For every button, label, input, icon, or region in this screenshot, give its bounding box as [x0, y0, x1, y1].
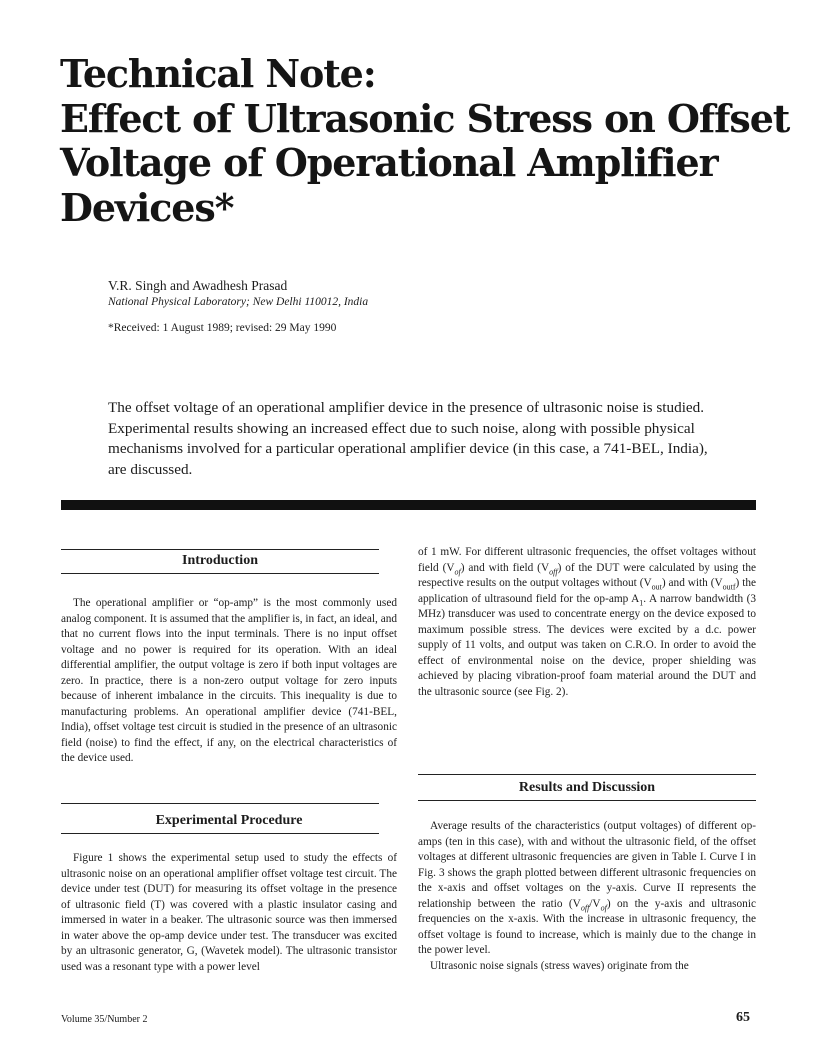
results-heading: Results and Discussion — [518, 780, 656, 795]
affiliation: National Physical Laboratory; New Delhi 110012, India — [108, 296, 369, 308]
paragraph: Average results of the characteristics (output voltages) of different op-amps (ten in this case), with and without the ultrasonic field, of the offset voltages at different ultrasonic frequencies are given in Table I. Curve I in Fig. 3 shows the graph plotted between different ultrasonic frequencies on the x-axis and offset voltages on the y-axis. Curve II represents the relationship between the ratio $(V_{off}/V_{of})$ on the y-axis and ultrasonic frequencies on the x-axis. With the increase in ultrasonic frequency, the offset voltage is found to increase, which is mainly due to the change in the power level. — [418, 820, 756, 956]
received-date: *Received: 1 August 1989; revised: 29 May 1990 — [108, 322, 337, 334]
heading-rule — [418, 800, 756, 801]
paragraph: The operational amplifier or “op-amp” is the most commonly used analog component. It is assumed that the amplifier is, in fact, an ideal, and that no current flows into the input terminals. There is no input offset voltage and no power is required for its operation. With an ideal differential amplifier, the output voltage is zero if both input voltages are zero. In practice, there is a non-zero output voltage for zero inputs because of inherent imbalance in the circuits. This inequality is due to manufacturing problems. An operational amplifier device (741-BEL, India), offset voltage test circuit is studied in the presence of an ultrasonic field (noise) to find the effect, if any, on the electrical characteristics of the device used. — [61, 597, 397, 764]
heading-rule — [61, 803, 379, 804]
paragraph: of 1 mW. For different ultrasonic frequencies, the offset voltages without field $(V_{of})$ and with field $(V_{off})$ of the DUT were calculated by using the respective results on the output voltages without $(V_{out})$ and with $(V_{outf})$ the application of ultrasound field for the op-amp $A_1$. A narrow bandwidth (3 MHz) transducer was used to concentrate energy on the device exposed to maximum possible stress. The devices were excited by a d.c. power supply of 11 volts, and output was taken on C.R.O. In order to avoid the effect of environmental noise on the device, proper shielding was achieved by placing vibration-proof foam material around the DUT and the ultrasonic source (see Fig. 2). — [418, 546, 757, 698]
authors: V.R. Singh and Awadhesh Prasad — [108, 278, 288, 293]
paper-title — [60, 51, 790, 230]
title-line: Voltage of Operational Amplifier — [60, 140, 718, 185]
title-line: Technical Note: — [60, 51, 376, 96]
title-line: Devices* — [60, 184, 234, 230]
volume-number: Volume 35/Number 2 — [61, 1014, 148, 1025]
continued-body — [418, 545, 756, 700]
experimental-body — [61, 851, 397, 975]
section-divider — [61, 500, 756, 510]
title-line: Effect of Ultrasonic Stress on Offset — [60, 95, 790, 141]
results-body — [418, 819, 756, 974]
experimental-heading: Experimental Procedure — [155, 813, 303, 828]
heading-rule — [61, 833, 379, 834]
paragraph: Figure 1 shows the experimental setup used to study the effects of ultrasonic noise on an operational amplifier offset voltage test circuit. The device under test (DUT) for measuring its offset voltage in the presence of ultrasonic field (T) was covered with a plastic insulator casing and immersed in water in a beaker. The ultrasonic source was then immersed in water above the op-amp device under test. The transducer was excited by an ultrasonic generator, G, (Wavetek model). The ultrasonic transistor used was a resonant type with a power level — [61, 852, 397, 973]
page-number: 65 — [736, 1010, 750, 1025]
introduction-body — [61, 596, 397, 767]
heading-rule — [61, 549, 379, 550]
abstract: The offset voltage of an operational amplifier device in the presence of ultrasonic noise is studied. Experimental results showing an increased effect due to such noise, along with possible physical mechanisms involved for a particular operational amplifier device (in this case, a 741-BEL, India), are discussed. — [108, 399, 708, 478]
paragraph: Ultrasonic noise signals (stress waves) originate from the — [430, 959, 689, 972]
heading-rule — [61, 573, 379, 574]
heading-rule — [418, 774, 756, 775]
introduction-heading: Introduction — [182, 553, 258, 568]
